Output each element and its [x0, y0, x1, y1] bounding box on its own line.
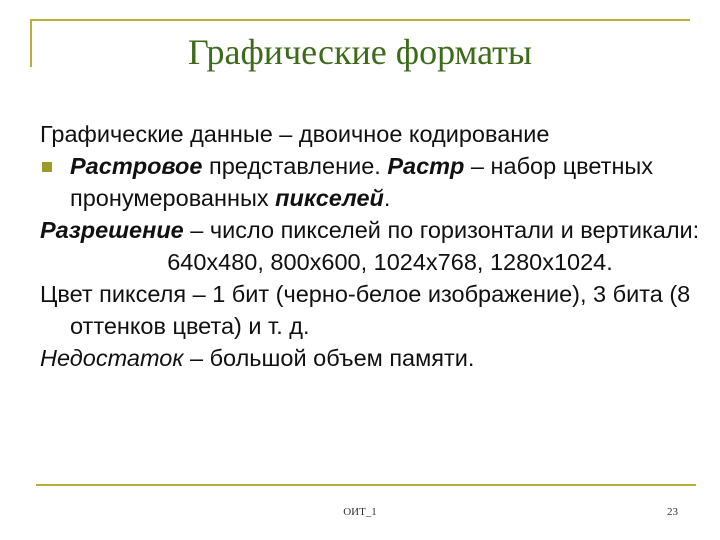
raster-term: Растровое: [70, 153, 203, 179]
resolution-term: Разрешение: [40, 217, 184, 243]
resolution-text: – число пикселей по горизонтали и вертикали:: [183, 217, 700, 243]
resolutions-list: 640x480, 800x600, 1024x768, 1280x1024.: [167, 249, 613, 275]
page-number: 23: [667, 506, 678, 518]
raster-term-2: Растр: [387, 153, 465, 179]
raster-text-1: представление.: [202, 153, 388, 179]
drawback-line: [40, 342, 710, 374]
pixels-term: пикселей: [275, 185, 384, 211]
drawback-term: Недостаток: [40, 345, 184, 371]
frame-bottom-line: [36, 484, 696, 486]
intro-line: Графические данные – двоичное кодирование: [40, 121, 550, 147]
slide-title: Графические форматы: [187, 32, 533, 72]
frame-top-line: [30, 19, 690, 21]
bullet-item-raster: [40, 150, 710, 214]
raster-text-2: – набор цветных пронумерованных: [70, 153, 654, 211]
square-bullet-icon: [42, 162, 52, 172]
resolution-line: [40, 214, 710, 246]
slide-body: [40, 118, 710, 374]
raster-text-3: .: [383, 185, 391, 211]
pixel-color-line: Цвет пикселя – 1 бит (черно-белое изображение), 3 бита (8 оттенков цвета) и т. д.: [40, 281, 691, 339]
drawback-text: – большой объем памяти.: [183, 345, 475, 371]
footer-label: ОИТ_1: [343, 506, 377, 518]
